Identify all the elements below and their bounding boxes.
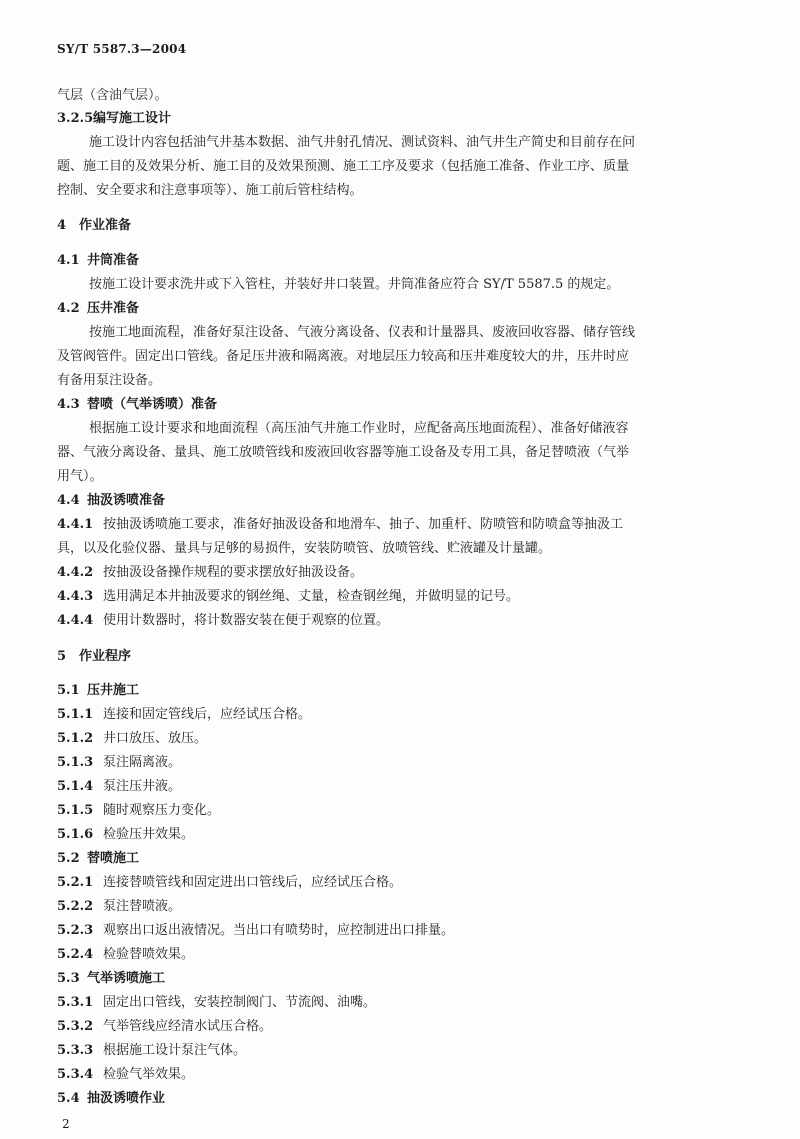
section-heading [57, 218, 131, 233]
line-text: 选用满足本井抽汲要求的钢丝绳、丈量，检查钢丝绳，并做明显的记号。 [103, 589, 520, 604]
paragraph-line [57, 923, 454, 938]
section-heading [57, 493, 165, 508]
section-heading [57, 1091, 165, 1106]
section-heading [57, 301, 139, 316]
paragraph-line [57, 565, 363, 580]
line-text: 按抽汲设备操作规程的要求摆放好抽汲设备。 [103, 565, 364, 580]
paragraph-line [57, 947, 194, 962]
clause-number: 5.1.4 [57, 779, 94, 794]
clause-number: 5.2.1 [57, 875, 94, 890]
section-heading [57, 683, 139, 698]
paragraph-line [89, 421, 629, 436]
heading-text: 作业程序 [79, 649, 132, 664]
clause-number: 5 [57, 649, 67, 664]
clause-number: 5.3 [57, 971, 80, 986]
page-number: 2 [62, 1117, 70, 1131]
clause-number: 4.4 [57, 493, 80, 508]
paragraph-line [57, 445, 629, 460]
line-text: 根据施工设计要求和地面流程（高压油气井施工作业时，应配备高压地面流程）、准备好储液容 [89, 421, 629, 436]
paragraph-line [89, 277, 619, 292]
paragraph-line [57, 1019, 272, 1034]
paragraph-line [57, 731, 207, 746]
paragraph-line [57, 349, 629, 364]
line-text: 泵注隔离液。 [103, 755, 182, 770]
clause-number: 5.2.2 [57, 899, 94, 914]
line-text: 控制、安全要求和注意事项等）、施工前后管柱结构。 [57, 183, 363, 198]
clause-number: 5.2.3 [57, 923, 94, 938]
line-text: 泵注替喷液。 [103, 899, 182, 914]
line-text: 及管阀管件。固定出口管线。备足压井液和隔离液。对地层压力较高和压井难度较大的井，压井时应 [57, 349, 630, 364]
line-text: 随时观察压力变化。 [103, 803, 221, 818]
paragraph-line [57, 88, 168, 103]
clause-number: 5.3.4 [57, 1067, 94, 1082]
paragraph-line [57, 1067, 194, 1082]
clause-number: 5.2 [57, 851, 80, 866]
paragraph-line [89, 325, 635, 340]
paragraph-line [57, 875, 402, 890]
heading-text: 井筒准备 [87, 253, 140, 268]
clause-number: 4.1 [57, 253, 80, 268]
clause-number: 5.2.4 [57, 947, 94, 962]
paragraph-line [57, 899, 181, 914]
paragraph-line [57, 995, 376, 1010]
clause-number: 5.1.2 [57, 731, 94, 746]
clause-number: 4.2 [57, 301, 80, 316]
line-text: 按施工地面流程，准备好泵注设备、气液分离设备、仪表和计量器具、废液回收容器、储存管线 [89, 325, 636, 340]
line-text: 检验替喷效果。 [103, 947, 195, 962]
line-text: 检验气举效果。 [103, 1067, 195, 1082]
line-text: 按施工设计要求洗井或下入管柱，并装好井口装置。井筒准备应符合 SY/T 5587.5 的规定。 [89, 277, 620, 292]
paragraph-line [57, 469, 103, 484]
heading-text: 作业准备 [79, 218, 132, 233]
line-text: 用气）。 [57, 469, 103, 484]
clause-number: 5.1.1 [57, 707, 94, 722]
paragraph-line [57, 755, 181, 770]
paragraph-line [57, 779, 181, 794]
clause-number: 4.4.3 [57, 589, 94, 604]
paragraph-line [57, 1043, 246, 1058]
heading-text: 气举诱喷施工 [87, 971, 166, 986]
clause-number: 5.3.3 [57, 1043, 94, 1058]
clause-number: 4.3 [57, 397, 80, 412]
section-heading [57, 397, 217, 412]
clause-number: 5.1.6 [57, 827, 94, 842]
line-text: 题、施工目的及效果分析、施工目的及效果预测、施工工序及要求（包括施工准备、作业工序、质量 [57, 159, 630, 174]
clause-number: 3.2.5 [57, 111, 94, 126]
paragraph-line [57, 159, 629, 174]
line-text: 固定出口管线，安装控制阀门、节流阀、油嘴。 [103, 995, 377, 1010]
section-heading [57, 253, 139, 268]
heading-text: 压井施工 [87, 683, 140, 698]
heading-text: 抽汲诱喷作业 [87, 1091, 166, 1106]
paragraph-line [57, 373, 161, 388]
line-text: 具，以及化验仪器、量具与足够的易损件，安装防喷管、放喷管线、贮液罐及计量罐。 [57, 541, 552, 556]
heading-text: 替喷（气举诱喷）准备 [87, 397, 218, 412]
line-text: 施工设计内容包括油气井基本数据、油气井射孔情况、测试资料、油气井生产简史和目前存在问 [89, 135, 636, 150]
clause-number: 5.1 [57, 683, 80, 698]
clause-number: 4.4.2 [57, 565, 94, 580]
line-text: 气层（含油气层）。 [57, 88, 168, 103]
line-text: 器、气液分离设备、量具、施工放喷管线和废液回收容器等施工设备及专用工具，备足替喷液（气举 [57, 445, 630, 460]
line-text: 有备用泵注设备。 [57, 373, 162, 388]
paragraph-line [57, 589, 519, 604]
line-text: 井口放压、放压。 [103, 731, 208, 746]
line-text: 根据施工设计泵注气体。 [103, 1043, 247, 1058]
paragraph-line [57, 517, 623, 532]
section-heading [57, 111, 171, 126]
paragraph-line [57, 803, 220, 818]
paragraph-line [89, 135, 635, 150]
clause-number: 5.1.5 [57, 803, 94, 818]
heading-text: 抽汲诱喷准备 [87, 493, 166, 508]
paragraph-line [57, 707, 311, 722]
heading-text: 压井准备 [87, 301, 140, 316]
heading-text: 编写施工设计 [93, 111, 172, 126]
clause-number: 4.4.1 [57, 517, 94, 532]
line-text: 连接替喷管线和固定进出口管线后，应经试压合格。 [103, 875, 403, 890]
line-text: 连接和固定管线后，应经试压合格。 [103, 707, 312, 722]
section-heading [57, 971, 165, 986]
section-heading [57, 851, 139, 866]
paragraph-line [57, 827, 194, 842]
clause-number: 5.3.2 [57, 1019, 94, 1034]
line-text: 气举管线应经清水试压合格。 [103, 1019, 273, 1034]
paragraph-line [57, 183, 363, 198]
paragraph-line [57, 541, 551, 556]
line-text: 使用计数器时，将计数器安装在便于观察的位置。 [103, 613, 390, 628]
line-text: 按抽汲诱喷施工要求，准备好抽汲设备和地滑车、抽子、加重杆、防喷管和防喷盒等抽汲工 [103, 517, 624, 532]
line-text: 泵注压井液。 [103, 779, 182, 794]
section-heading [57, 649, 131, 664]
paragraph-line [57, 613, 389, 628]
heading-text: 替喷施工 [87, 851, 140, 866]
clause-number: 5.1.3 [57, 755, 94, 770]
clause-number: 4.4.4 [57, 613, 94, 628]
standard-code-header: SY/T 5587.3—2004 [57, 42, 187, 56]
line-text: 检验压井效果。 [103, 827, 195, 842]
clause-number: 5.4 [57, 1091, 80, 1106]
line-text: 观察出口返出液情况。当出口有喷势时，应控制进出口排量。 [103, 923, 455, 938]
clause-number: 4 [57, 218, 67, 233]
clause-number: 5.3.1 [57, 995, 94, 1010]
